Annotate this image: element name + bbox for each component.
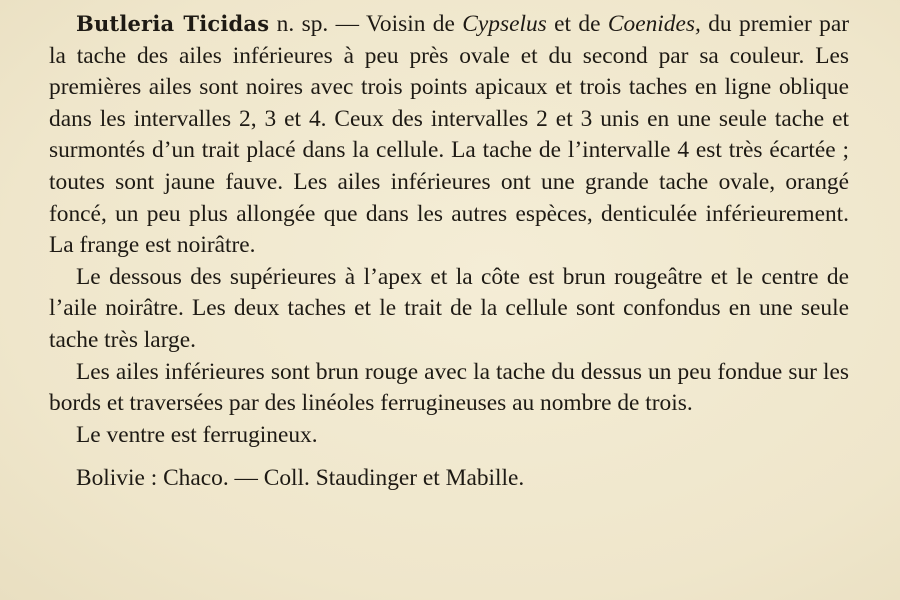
species-designation: n. sp. — Voisin de <box>269 11 463 37</box>
species-diagnosis-paragraph <box>49 8 849 262</box>
species-name: Butleria Ticidas <box>76 11 270 36</box>
genus-conjunction: et de <box>546 11 608 37</box>
underside-forewing-paragraph: Le dessous des supérieures à l’apex et la côte est brun rougeâtre et le centre de l’aile noirâtre. Les deux taches et le trait de la cellule sont confondus en une seule tache très large. <box>49 263 849 353</box>
genus-reference-coenides: Coenides, <box>607 11 701 37</box>
species-description-block <box>49 8 849 495</box>
upperside-description: du premier par la tache des ailes inférieures à peu près ovale et du second par sa couleur. Les premières ailes sont noires avec trois points apicaux et trois taches en ligne oblique dans les intervalles 2, 3 et 4. Ceux des intervalles 2 et 3 unis en une seule tache et surmontés d’un trait placé dans la cellule. La tache de l’intervalle 4 est très écartée ; toutes sont jaune fauve. Les ailes inférieures ont une grande tache ovale, orangé foncé, un peu plus allongée que dans les autres espèces, denticulée inférieurement. La frange est noirâtre. <box>49 11 850 259</box>
genus-reference-cypselus: Cypselus <box>462 11 547 37</box>
underside-hindwing-paragraph: Les ailes inférieures sont brun rouge avec la tache du dessus un peu fondue sur les bords et traversées par des linéoles ferrugineuses au nombre de trois. <box>49 358 849 417</box>
locality-collection-line: Bolivie : Chaco. — Coll. Staudinger et Mabille. <box>76 465 525 492</box>
abdomen-paragraph: Le ventre est ferrugineux. <box>76 421 318 448</box>
